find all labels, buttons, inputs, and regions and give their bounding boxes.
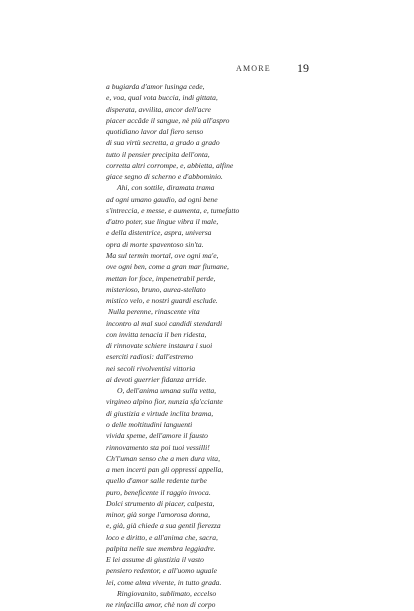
poem-line: mettan lor foce, impenetrabil perde, bbox=[106, 273, 216, 283]
poem-line: vivida speme, dell'amore il fausto bbox=[106, 431, 208, 441]
poem-line: nei secoli rivolventisi vittoria bbox=[106, 363, 196, 373]
poem-line: Dolci strumento di piacer, calpesta, bbox=[106, 498, 215, 508]
poem-line: Nulla perenne, rinascente vita bbox=[108, 307, 200, 317]
poem-line: di sua virtù secretta, a grado a grado bbox=[106, 138, 220, 148]
poem-line: O, dell'anima umana sulla vetta, bbox=[117, 386, 217, 396]
poem-line: E lei assume di giustizia il vasto bbox=[106, 555, 204, 565]
poem-line: tutto il pensier precipita dell'onta, bbox=[106, 149, 210, 159]
poem-line: corretta altri corrompe, e, abbietta, alfine bbox=[106, 160, 234, 170]
poem-line: o delle moltitudini languenti bbox=[106, 419, 193, 429]
poem-line: di giustizia e virtude inclita brama, bbox=[106, 408, 214, 418]
poem-line: d'atro poter, sue lingue vibra il male, bbox=[106, 217, 219, 227]
poem-line: eserciti radiosi: dall'estremo bbox=[106, 352, 194, 362]
poem-line: quello d'amor salle redente turbe bbox=[106, 476, 207, 486]
poem-line: piacer accâde il sangue, nè più all'aspro bbox=[106, 115, 230, 125]
poem-line: palpita nelle sue membra leggiadre. bbox=[106, 543, 216, 553]
poem-line: quotidiano lavor dal fiero senso bbox=[106, 127, 204, 137]
poem-line: e, voa, qual vota buccia, indi gittata, bbox=[106, 93, 218, 103]
poem-line: s'intreccia, e messe, e aumenta, e, tumefatto bbox=[106, 205, 240, 215]
poem-line: virgineo alpino fior, nunzia sfa'cciante bbox=[106, 397, 223, 407]
poem-line: ad ogni umano gaudio, ad ogni bene bbox=[106, 194, 218, 204]
poem-line: di rinnovate schiere instaura i suoi bbox=[106, 341, 213, 351]
page-number: 19 bbox=[297, 61, 309, 75]
poem-line: e, già, già chiede a sua gentil fierezza bbox=[106, 521, 221, 531]
poem-line: opra di morte spaventoso sin'ta. bbox=[106, 239, 204, 249]
poem-line: ai devoti guerrier fidanza arride. bbox=[106, 374, 207, 384]
poem-line: incontro al mal suoi candidi stendardi bbox=[106, 318, 223, 328]
poem-line: misterioso, bruno, aurea-stellato bbox=[106, 284, 206, 294]
poem-line: Ahi, con sottile, diramata trama bbox=[117, 183, 215, 193]
poem-line: ove ogni ben, come a gran mar fiumane, bbox=[106, 262, 229, 272]
poem-line: disperata, avvilita, ancor dell'acre bbox=[106, 104, 211, 114]
poem-line: Ringiovanito, sublimato, eccelso bbox=[117, 588, 217, 598]
poem-line: puro, beneficente il raggio invoca. bbox=[106, 487, 211, 497]
poem-line: e della distentrice, aspra, universa bbox=[106, 228, 212, 238]
poem-line: giace segno di scherno e d'abbominio. bbox=[106, 172, 223, 182]
poem-line: loco e diritto, e all'anima che, sacra, bbox=[106, 532, 218, 542]
poem-line: a bugiarda d'amor lusinga cede, bbox=[106, 82, 205, 91]
poem-line: mistico velo, e nostri guardi esclude. bbox=[106, 296, 218, 306]
page-header bbox=[0, 62, 414, 78]
poem-line: Ma sul termin mortal, ove ogni ma'e, bbox=[106, 250, 219, 260]
poem-line: rinnovamento sta poi tuoi vessilli! bbox=[106, 442, 210, 452]
poem-line: Ch'l'uman senso che a men dura vita, bbox=[106, 453, 220, 463]
poem-line: lei, come alma vivente, in tutto grada. bbox=[106, 577, 222, 587]
poem-line: minor, già sorge l'amorosa donna, bbox=[106, 510, 211, 520]
poem-line: con invitta tenacia il ben ridesta, bbox=[106, 329, 207, 339]
poem-line: ne rinfacilla amor, chè non di corpo bbox=[106, 600, 216, 610]
poem-line: a men incerti pan gli oppressi appella, bbox=[106, 465, 224, 475]
running-title: AMORE bbox=[236, 64, 271, 73]
poem-line: pensiero redentor, e all'uomo uguale bbox=[106, 566, 217, 576]
poem-text bbox=[106, 81, 326, 610]
